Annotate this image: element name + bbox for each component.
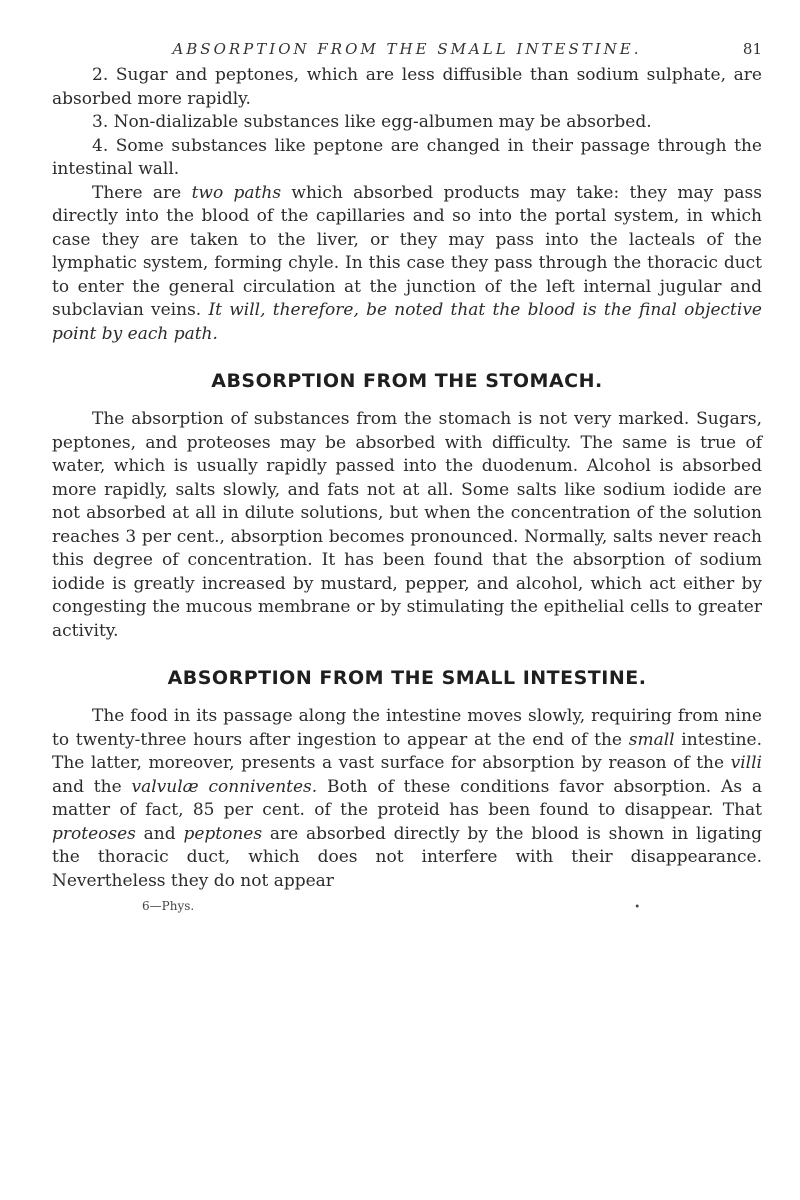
paths-emphasis-1: two paths [191, 182, 282, 203]
signature-mark: 6—Phys. [142, 899, 195, 913]
intestine-emphasis: peptones [183, 823, 263, 844]
intestine-emphasis: valvulæ conniventes. [131, 776, 318, 797]
paths-emphasis-2: It will, therefore, be noted that the blood is the final objective point by each path. [52, 300, 762, 344]
intestine-text: intestine. The latter, moreover, presents a vast surface for absorption by reason of the [52, 729, 762, 773]
signature-dot: • [634, 902, 641, 913]
intestine-text: and [135, 823, 184, 844]
book-page [52, 40, 762, 913]
intestine-emphasis: villi [730, 753, 762, 773]
list-item: 2. Sugar and peptones, which are less diffusible than sodium sulphate, are absorbed more rapidly. [52, 65, 762, 109]
section-heading-small-intestine: ABSORPTION FROM THE SMALL INTESTINE. [167, 667, 647, 689]
intestine-paragraph [52, 705, 762, 893]
list-item: 4. Some substances like peptone are changed in their passage through the intestinal wall. [52, 135, 762, 179]
intestine-text: and the [52, 776, 132, 797]
printer-signature [52, 899, 762, 913]
running-head-title: ABSORPTION FROM THE SMALL INTESTINE. [172, 40, 642, 58]
paths-paragraph [52, 182, 762, 347]
intestine-text: are absorbed directly by the blood is shown in ligating the thoracic duct, which does not interfere with their disappearance. Nevertheless they do not appear [52, 823, 762, 891]
paths-text-1: There are [92, 182, 192, 203]
intestine-emphasis: small [628, 729, 675, 750]
intestine-text: The food in its passage along the intestine moves slowly, requiring from nine to twenty-three hours after ingestion to appear at the end of the [52, 706, 762, 750]
stomach-paragraph: The absorption of substances from the stomach is not very marked. Sugars, peptones, and proteoses may be absorbed with difficulty. The same is true of water, which is usually rapidly passed into the duodenum. Alcohol is absorbed more rapidly, salts slowly, and fats not at all. Some salts like sodium iodide are not absorbed at all in dilute solutions, but when the concentration of the solution reaches 3 per cent., absorption becomes pronounced. Normally, salts never reach this degree of concentration. It has been found that the absorption of sodium iodide is greatly increased by mustard, pepper, and alcohol, which act either by congesting the mucous membrane or by stimulating the epithelial cells to greater activity. [52, 409, 762, 641]
intestine-text: Both of these conditions favor absorption. As a matter of fact, 85 per cent. of the proteid has been found to disappear. That [52, 776, 762, 820]
intestine-emphasis: proteoses [52, 823, 136, 844]
running-head [52, 40, 762, 64]
section-heading-stomach: ABSORPTION FROM THE STOMACH. [211, 370, 603, 392]
paths-text-2: which absorbed products may take: they may pass directly into the blood of the capillaries and so into the portal system, in which case they are taken to the liver, or they may pass into the lacteals of the lymphatic system, forming chyle. In this case they pass through the thoracic duct to enter the general circulation at the junction of the left internal jugular and subclavian veins. [52, 182, 763, 320]
page-number: 81 [742, 40, 762, 58]
list-item: 3. Non-dializable substances like egg-albumen may be absorbed. [92, 112, 652, 132]
